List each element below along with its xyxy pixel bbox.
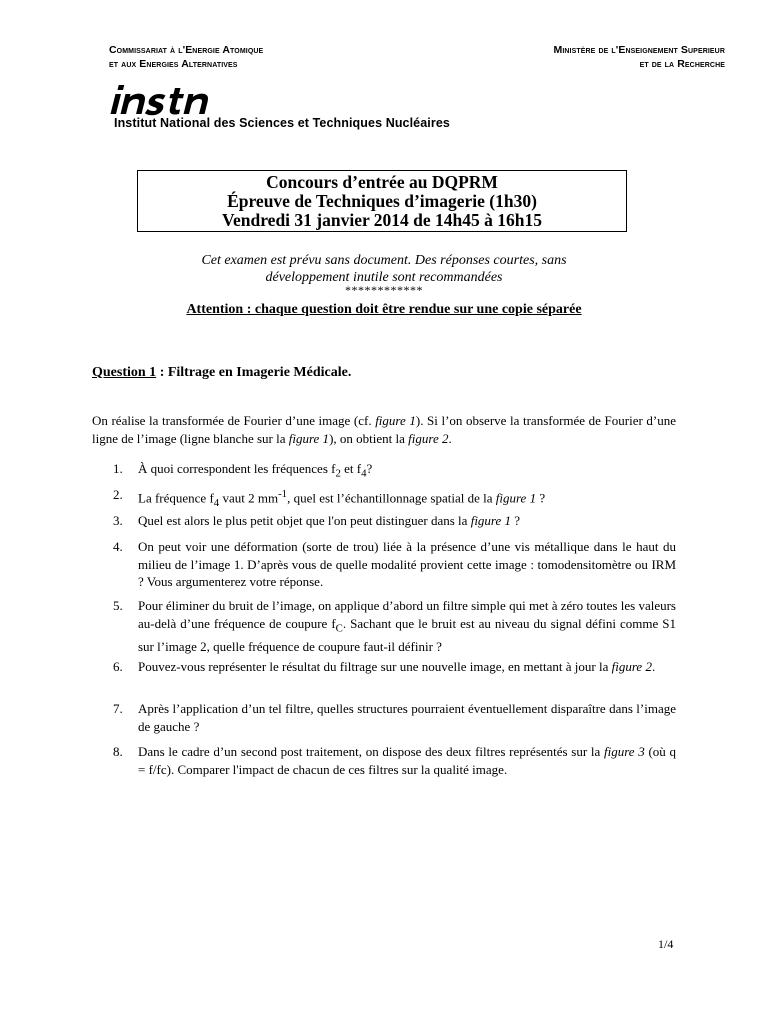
question-heading bbox=[92, 365, 351, 381]
item-number: 2. bbox=[113, 487, 123, 502]
intro-text-2: ). Si l’on observe la transformée de Fourier d’une ligne de l’image (ligne blanche sur la bbox=[92, 413, 676, 446]
item-number: 6. bbox=[113, 659, 123, 674]
figure-ref: figure 2 bbox=[408, 430, 449, 446]
item-text: Pouvez-vous représenter le résultat du filtrage sur une nouvelle image, en mettant à jour la figure 2. bbox=[138, 659, 656, 674]
item-text: Pour éliminer du bruit de l’image, on applique d’abord un filtre simple qui met à zéro toutes les valeurs au-delà d’une fréquence de coupure $f_C$. Sachant que le bruit est au niveau du signal défini comme S1 sur l’image 2, quelle fréquence de coupure faut-il définir ? bbox=[138, 598, 676, 654]
institute-name: Institut National des Sciences et Techniques Nucléaires bbox=[114, 116, 450, 130]
item-text: À quoi correspondent les fréquences $f_2$ et $f_4$? bbox=[138, 461, 373, 480]
item-number: 8. bbox=[113, 744, 123, 759]
logo-text: instn bbox=[108, 84, 110, 85]
exam-instructions bbox=[140, 252, 628, 286]
exam-title-line-1: Concours d’entrée au DQPRM bbox=[266, 172, 498, 192]
cea-header-line-1: Commissariat à l'Energie Atomique bbox=[109, 44, 264, 56]
figure-ref: figure 1 bbox=[288, 430, 330, 446]
item-text: Après l’application d’un tel filtre, quelles structures pourraient éventuellement disparaître dans l’image de gauche ? bbox=[138, 701, 676, 734]
intro-text-4: . bbox=[448, 430, 452, 446]
ministry-header bbox=[554, 43, 726, 71]
attention-notice: Attention : chaque question doit être rendue sur une copie séparée bbox=[186, 302, 582, 317]
item-number: 7. bbox=[113, 701, 123, 716]
item-number: 3. bbox=[113, 513, 123, 528]
exam-title-box bbox=[137, 170, 627, 232]
question-label: Question 1 bbox=[92, 365, 157, 380]
cea-header-line-2: et aux Energies Alternatives bbox=[109, 58, 238, 70]
ministry-header-line-2: et de la Recherche bbox=[639, 58, 725, 70]
item-number: 4. bbox=[113, 539, 123, 554]
question-title: : Filtrage en Imagerie Médicale. bbox=[156, 365, 352, 380]
separator-stars: ************ bbox=[345, 283, 423, 297]
exam-instructions-line-2: développement inutile sont recommandées bbox=[265, 270, 503, 285]
item-text: Quel est alors le plus petit objet que l'on peut distinguer dans la figure 1 ? bbox=[138, 513, 521, 528]
intro-text-1: On réalise la transformée de Fourier d’une image (cf. bbox=[92, 413, 376, 428]
instn-logo bbox=[108, 84, 228, 118]
item-number: 1. bbox=[113, 461, 123, 476]
item-text: La fréquence $f_4$ vaut 2 $mm^{-1}$, quel est l’échantillonnage spatial de la figure 1 ? bbox=[138, 488, 546, 509]
intro-text-3: ), on obtient la bbox=[329, 430, 409, 446]
item-text: Dans le cadre d’un second post traitement, on dispose des deux filtres représentés sur la figure 3 (où q = f/fc). Comparer l'impact de chacun de ces filtres sur la qualité image. bbox=[138, 744, 676, 777]
exam-title-line-3: Vendredi 31 janvier 2014 de 14h45 à 16h15 bbox=[221, 210, 543, 230]
ministry-header-line-1: Ministère de l'Enseignement Superieur bbox=[553, 44, 725, 56]
cea-header bbox=[109, 43, 263, 71]
figure-ref: figure 1 bbox=[375, 413, 416, 428]
exam-title-line-2: Épreuve de Techniques d’imagerie (1h30) bbox=[227, 191, 537, 211]
intro-paragraph bbox=[92, 412, 676, 447]
item-number: 5. bbox=[113, 598, 123, 613]
exam-instructions-line-1: Cet examen est prévu sans document. Des réponses courtes, sans bbox=[201, 253, 567, 268]
page-number: 1/4 bbox=[658, 937, 674, 951]
item-text: On peut voir une déformation (sorte de trou) liée à la présence d’une vis métallique dans le haut du milieu de l’image 1. D’après vous de quelle modalité provient cette image : tomodensitomètre ou IRM ? Vous argumenterez votre réponse. bbox=[138, 539, 676, 589]
